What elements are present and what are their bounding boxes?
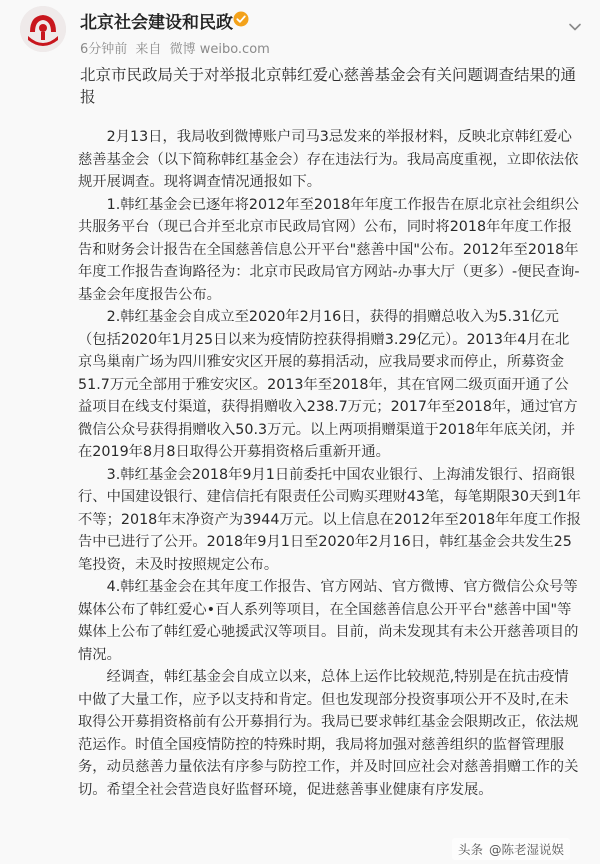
watermark: [452, 838, 570, 860]
watermark-author: @陈老湿说娱: [489, 842, 565, 857]
account-name[interactable]: 北京社会建设和民政: [80, 13, 233, 33]
civil-affairs-logo-icon: [20, 6, 66, 52]
paragraph: 2.韩红基金会自成立至2020年2月16日，获得的捐赠总收入为5.31亿元（包括2020年1月25日以来为疫情防控获得捐赠3.29亿元）。2013年4月在北京鸟巢南广场为四川雅安灾区开展的募捐活动，应我局要求而停止，所募资金51.7万元全部用于雅安灾区。2013年至2018年，其在官网二级页面开通了公益项目在线支付渠道，获得捐赠收入238.7万元；2017年至2018年，通过官方微信公众号获得捐赠收入50.3万元。以上两项捐赠渠道于2018年年底关闭，并在2019年8月8日取得公开募捐资格后重新开通。: [78, 309, 578, 460]
post-header: [0, 0, 600, 62]
account-avatar[interactable]: [20, 6, 66, 52]
post-meta: [80, 38, 274, 57]
post-body: [78, 126, 582, 801]
post-source[interactable]: 微博 weibo.com: [169, 42, 270, 57]
verified-badge-icon: [233, 11, 249, 27]
post-time: 6分钟前: [80, 42, 128, 57]
paragraph: 1.韩红基金会已逐年将2012年至2018年年度工作报告在原北京社会组织公共服务平台（现已合并至北京市民政局官网）公布，同时将2018年年度工作报告和财务会计报告在全国慈善信息公开平台"慈善中国"公布。2012年至2018年年度工作报告查询路径为：北京市民政局官方网站-办事大厅（更多）-便民查询-基金会年度报告公布。: [78, 196, 580, 303]
post-title: 北京市民政局关于对举报北京韩红爱心慈善基金会有关问题调查结果的通报: [80, 66, 577, 106]
watermark-platform: 头条: [458, 842, 484, 857]
paragraph: 2月13日，我局收到微博账户司马3忌发来的举报材料，反映北京韩红爱心慈善基金会（以下简称韩红基金会）存在违法行为。我局高度重视，立即依法依规开展调查。现将调查情况通报如下。: [78, 129, 579, 190]
source-prefix: 来自: [135, 42, 162, 57]
paragraph: 经调查，韩红基金会自成立以来，总体上运作比较规范,特别是在抗击疫情中做了大量工作，应予以支持和肯定。但也发现部分投资事项公开不及时,在未取得公开募捐资格前有公开募捐行为。我局已要求韩红基金会限期改正，依法规范运作。时值全国疫情防控的特殊时期，我局将加强对慈善组织的监督管理服务，动员慈善力量依法有序参与防控工作，并及时回应社会对慈善捐赠工作的关切。希望全社会营造良好监督环境，促进慈善事业健康有序发展。: [78, 669, 579, 798]
paragraph: 4.韩红基金会在其年度工作报告、官方网站、官方微博、官方微信公众号等媒体公布了韩红爱心•百人系列等项目，在全国慈善信息公开平台"慈善中国"等媒体上公布了韩红爱心驰援武汉等项目。目前，尚未发现其有未公开慈善项目的情况。: [78, 579, 579, 663]
chevron-down-icon[interactable]: [568, 20, 582, 34]
paragraph: 3.韩红基金会2018年9月1日前委托中国农业银行、上海浦发银行、招商银行、中国建设银行、建信信托有限责任公司购买理财43笔，每笔期限30天到1年不等；2018年末净资产为3944万元。以上信息在2012年至2018年年度工作报告中已进行了公开。2018年9月1日至2020年2月16日，韩红基金会共发生25笔投资，未及时按照规定公布。: [78, 466, 581, 573]
